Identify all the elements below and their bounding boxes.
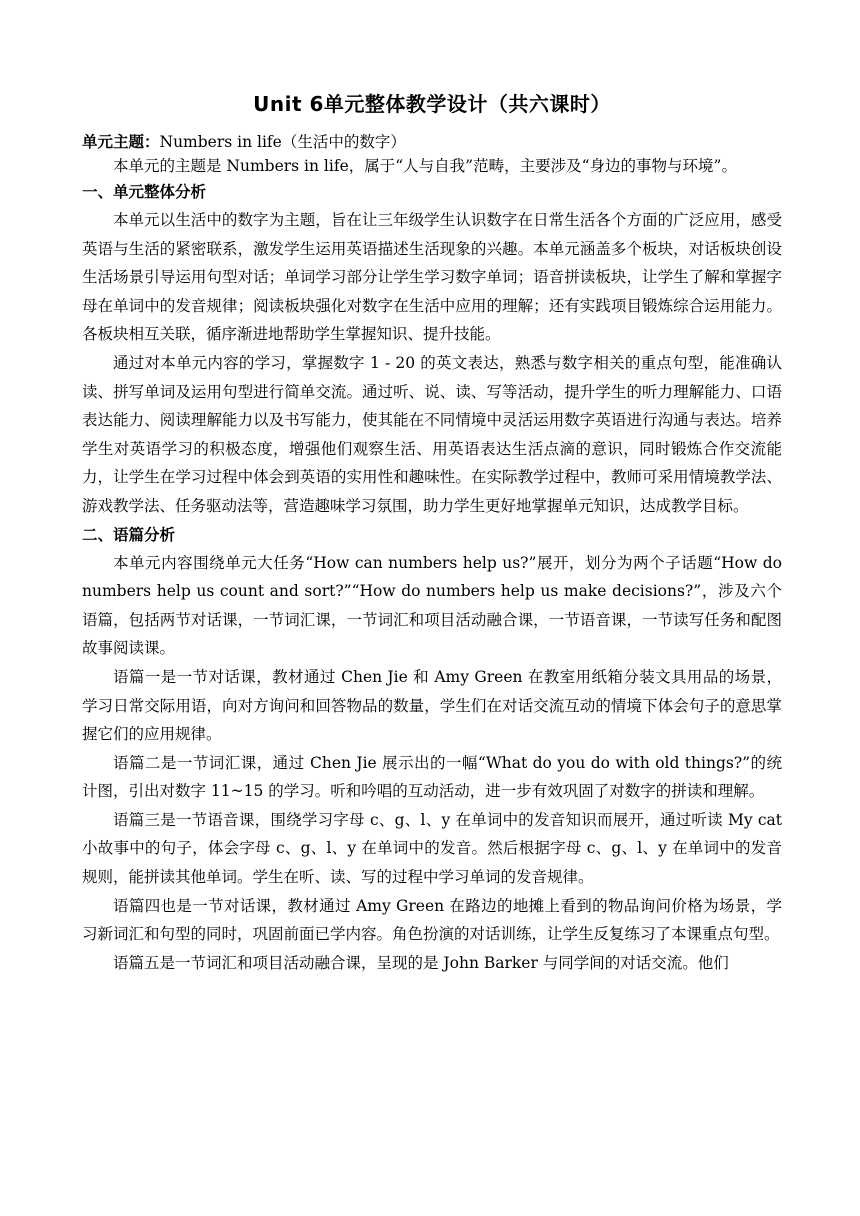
paragraph: 语篇一是一节对话课，教材通过 Chen Jie 和 Amy Green 在教室用纸箱分装文具用品的场景，学习日常交际用语，向对方询问和回答物品的数量，学生们在对话交流互动的情境下体会句子的意思掌握它们的应用规律。 xyxy=(82,667,782,744)
document-title: Unit 6单元整体教学设计（共六课时） xyxy=(253,92,611,116)
unit-theme-label: 单元主题： xyxy=(82,132,160,151)
paragraph: 通过对本单元内容的学习，掌握数字 1 - 20 的英文表达，熟悉与数字相关的重点句型，能准确认读、拼写单词及运用句型进行简单交流。通过听、说、读、写等活动，提升学生的听力理解能力、口语表达能力、阅读理解能力以及书写能力，使其能在不同情境中灵活运用数字英语进行沟通与表达。培养学生对英语学习的积极态度，增强他们观察生活、用英语表达生活点滴的意识，同时锻炼合作交流能力，让学生在学习过程中体会到英语的实用性和趣味性。在实际教学过程中，教师可采用情境教学法、游戏教学法、任务驱动法等，营造趣味学习氛围，助力学生更好地掌握单元知识，达成教学目标。 xyxy=(82,353,782,515)
section-heading-text-analysis: 二、语篇分析 xyxy=(82,524,176,544)
unit-theme-value: Numbers in life（生活中的数字） xyxy=(159,133,406,151)
document-page xyxy=(82,88,782,977)
unit-theme-line xyxy=(82,130,782,154)
theme-intro-paragraph: 本单元的主题是 Numbers in life，属于“人与自我”范畴，主要涉及“身边的事物与环境”。 xyxy=(113,157,737,175)
paragraph: 本单元内容围绕单元大任务“How can numbers help us?”展开，划分为两个子话题“How do numbers help us count and sort?”“How do numbers help us make decisions?”，涉及六个语篇，包括两节对话课，一节词汇课，一节词汇和项目活动融合课，一节语音课，一节读写任务和配图故事阅读课。 xyxy=(82,553,782,658)
paragraph: 语篇二是一节词汇课，通过 Chen Jie 展示出的一幅“What do you do with old things?”的统计图，引出对数字 11~15 的学习。听和吟唱的互动活动，进一步有效巩固了对数字的拼读和理解。 xyxy=(82,753,782,801)
paragraph: 本单元以生活中的数字为主题，旨在让三年级学生认识数字在日常生活各个方面的广泛应用，感受英语与生活的紧密联系，激发学生运用英语描述生活现象的兴趣。本单元涵盖多个板块，对话板块创设生活场景引导运用句型对话；单词学习部分让学生学习数字单词；语音拼读板块，让学生了解和掌握字母在单词中的发音规律；阅读板块强化对数字在生活中应用的理解；还有实践项目锻炼综合运用能力。各板块相互关联，循序渐进地帮助学生掌握知识、提升技能。 xyxy=(82,211,782,344)
paragraph: 语篇四也是一节对话课，教材通过 Amy Green 在路边的地摊上看到的物品询问价格为场景，学习新词汇和句型的同时，巩固前面已学内容。角色扮演的对话训练，让学生反复练习了本课重点句型。 xyxy=(82,896,782,944)
section-heading-unit-analysis: 一、单元整体分析 xyxy=(82,182,207,201)
paragraph: 语篇五是一节词汇和项目活动融合课，呈现的是 John Barker 与同学间的对话交流。他们 xyxy=(113,953,729,972)
paragraph: 语篇三是一节语音课，围绕学习字母 c、g、l、y 在单词中的发音知识而展开，通过听读 My cat 小故事中的句子，体会字母 c、g、l、y 在单词中的发音。然后根据字母 c、g、l、y 在单词中的发音规则，能拼读其他单词。学生在听、读、写的过程中学习单词的发音规律。 xyxy=(82,810,782,887)
